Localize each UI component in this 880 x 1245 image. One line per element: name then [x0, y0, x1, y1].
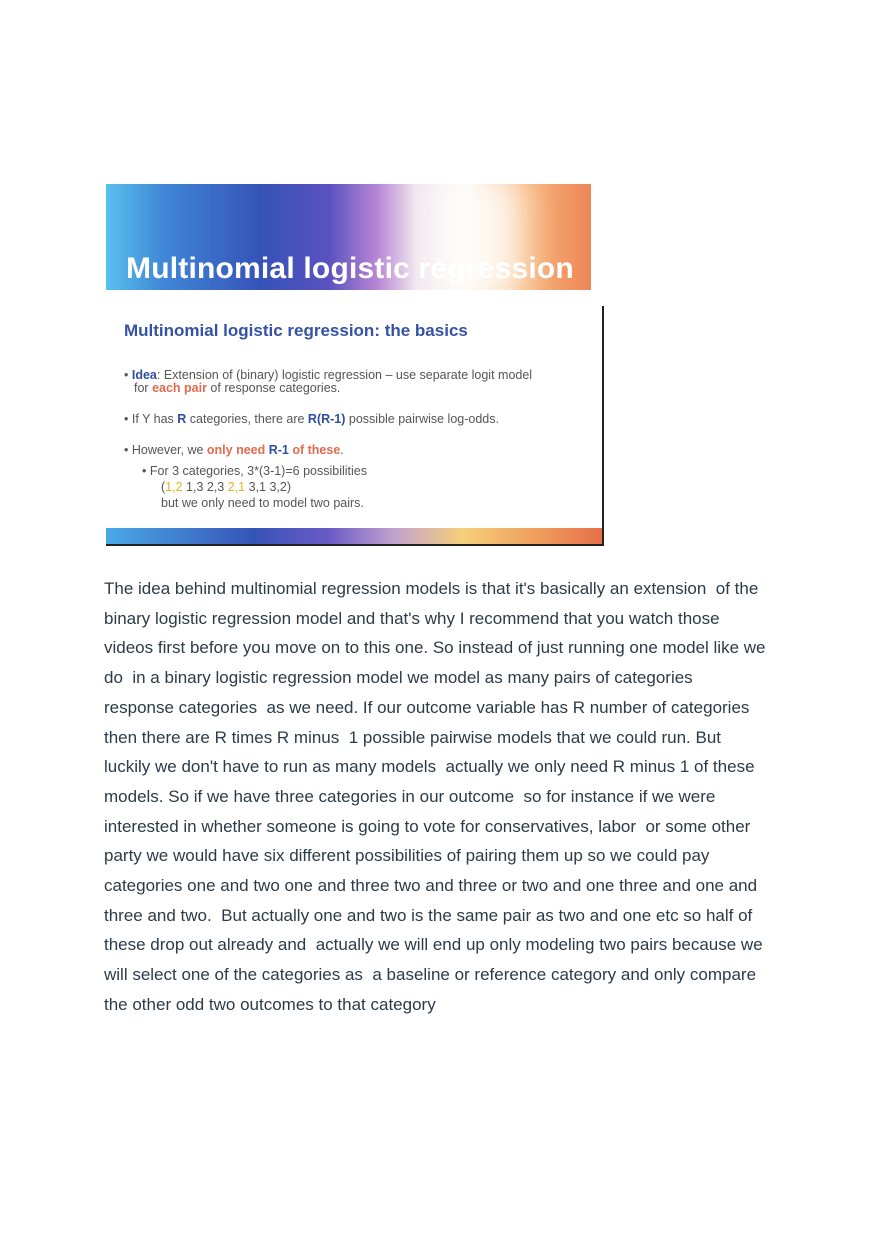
paragraph-line: these drop out already and actually we will end up only modeling two pairs because we: [104, 935, 763, 955]
paragraph-line: luckily we don't have to run as many models actually we only need R minus 1 of these: [104, 757, 755, 777]
sub-bullet-pairs: [161, 481, 291, 494]
r-minus-1-highlight: R-1: [268, 443, 289, 457]
r-highlight: R: [177, 412, 187, 426]
pair-2-1: 2,1: [227, 480, 246, 494]
paragraph-line: will select one of the categories as a baseline or reference category and only compare: [104, 965, 757, 985]
sub-bullet-line1: [142, 465, 367, 478]
categories-pre: If Y has: [131, 412, 178, 426]
banner-title: Multinomial logistic regression: [126, 252, 574, 285]
bullet-idea-line2: [134, 382, 340, 395]
idea-line2-post: of response categories.: [206, 381, 341, 395]
paragraph-line: models. So if we have three categories in our outcome so for instance if we were: [104, 786, 716, 806]
paragraph-line: videos first before you move on to this one. So instead of just running one model like we: [104, 638, 766, 658]
paragraph-line: The idea behind multinomial regression models is that it's basically an extension of the: [104, 579, 759, 598]
pair-1-2: 1,2: [165, 480, 183, 494]
slide-image: [106, 306, 604, 546]
paragraph-line: interested in whether someone is going to vote for conservatives, labor or some other: [104, 816, 751, 836]
however-pre: However, we: [131, 443, 207, 457]
paragraph-line: then there are R times R minus 1 possible pairwise models that we could run. But: [104, 727, 722, 747]
slide-bottom-bar: [106, 528, 602, 546]
rr-highlight: R(R-1): [307, 412, 346, 426]
paragraph-line: response categories as we need. If our outcome variable has R number of categories: [104, 697, 750, 717]
paragraph-line: party we would have six different possibilities of pairing them up so we could pay: [104, 846, 710, 866]
bullet-marker: •: [142, 464, 147, 478]
idea-line2-pre: for: [134, 381, 153, 395]
bullet-marker: •: [124, 368, 129, 382]
slide-banner-image: [106, 184, 591, 290]
slide-title: Multinomial logistic regression: the basics: [124, 321, 468, 340]
pairs-rest: 3,1 3,2): [245, 480, 292, 494]
of-these-highlight: of these: [288, 443, 341, 457]
sub-bullet-line3: but we only need to model two pairs.: [161, 496, 364, 510]
bullet-marker: •: [124, 443, 129, 457]
sub-bullet-text: For 3 categories, 3*(3-1)=6 possibilities: [149, 464, 367, 478]
only-need-highlight: only need: [206, 443, 269, 457]
each-pair-highlight: each pair: [152, 381, 207, 395]
paragraph-line: categories one and two one and three two and three or two and one three and one and: [104, 876, 758, 896]
pairs-middle: 1,3 2,3: [182, 480, 228, 494]
bullet-categories: [124, 413, 499, 426]
pairs-open: (: [161, 480, 166, 494]
categories-post: possible pairwise log-odds.: [345, 412, 499, 426]
paragraph-line: the other odd two outcomes to that category: [104, 994, 436, 1014]
idea-label: Idea: [131, 368, 157, 382]
bullet-marker: •: [124, 412, 129, 426]
idea-text: : Extension of (binary) logistic regression – use separate logit model: [156, 368, 533, 382]
paragraph-line: do in a binary logistic regression model we model as many pairs of categories: [104, 668, 693, 688]
body-paragraph: [104, 574, 804, 1020]
bullet-however: [124, 444, 344, 457]
however-post: .: [340, 443, 344, 457]
categories-mid: categories, there are: [186, 412, 308, 426]
paragraph-line: binary logistic regression model and that's why I recommend that you watch those: [104, 608, 720, 628]
paragraph-line: three and two. But actually one and two is the same pair as two and one etc so half of: [104, 905, 753, 925]
